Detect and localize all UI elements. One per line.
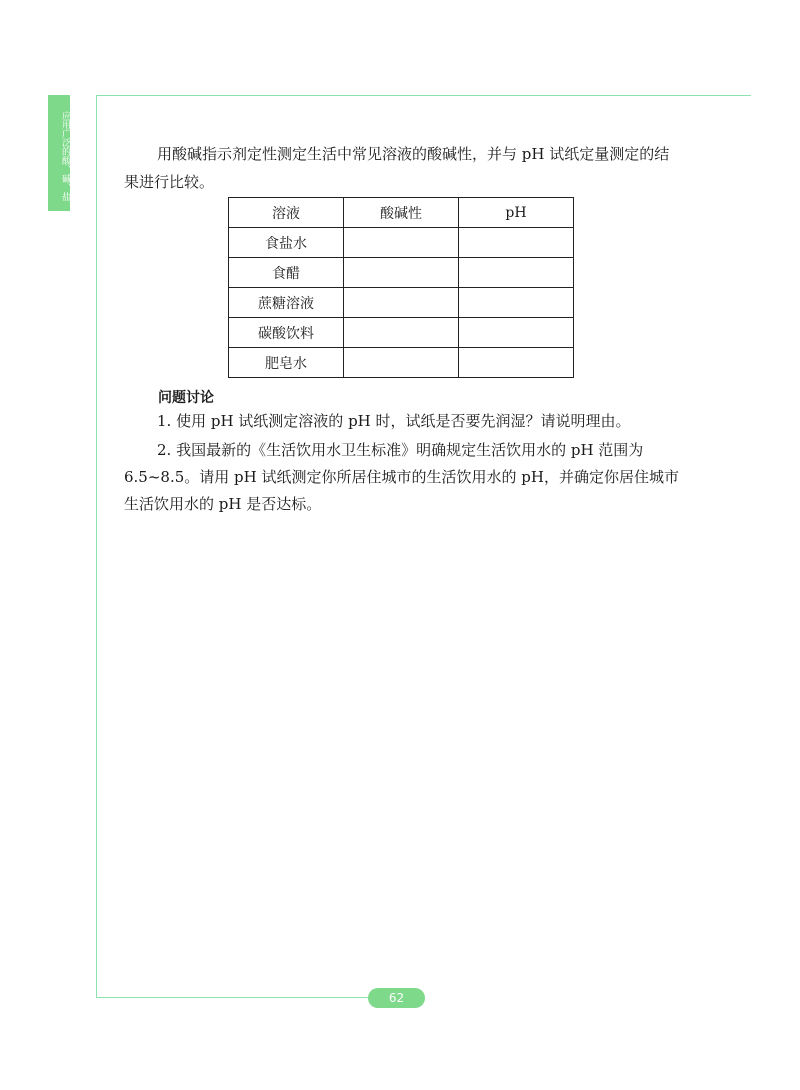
row-solution: 蔗糖溶液 xyxy=(229,288,344,318)
row-solution: 食醋 xyxy=(229,258,344,288)
observation-table xyxy=(228,197,574,378)
row-ph xyxy=(459,348,574,378)
table-row xyxy=(229,288,574,318)
table-header-row xyxy=(229,198,574,228)
header-solution: 溶液 xyxy=(229,198,344,228)
frame-bottom-line xyxy=(96,997,396,998)
row-solution: 肥皂水 xyxy=(229,348,344,378)
header-acidity: 酸碱性 xyxy=(344,198,459,228)
row-solution: 食盐水 xyxy=(229,228,344,258)
row-acidity xyxy=(344,258,459,288)
row-ph xyxy=(459,258,574,288)
row-ph xyxy=(459,318,574,348)
question-1: 1. 使用 pH 试纸测定溶液的 pH 时，试纸是否要先润湿？请说明理由。 xyxy=(157,412,631,430)
chapter-side-tab: 应用广泛的酸、碱、盐 xyxy=(48,95,70,211)
question-2: 2. 我国最新的《生活饮用水卫生标准》明确规定生活饮用水的 pH 范围为 6.5~8.5。请用 pH 试纸测定你所居住城市的生活饮用水的 pH，并确定你居住城市生活饮用水的 pH 是否达标。 xyxy=(124,441,679,513)
row-solution: 碳酸饮料 xyxy=(229,318,344,348)
row-acidity xyxy=(344,288,459,318)
header-ph: pH xyxy=(459,198,574,228)
table-row xyxy=(229,318,574,348)
page-number-badge: 62 xyxy=(368,988,425,1008)
intro-paragraph: 用酸碱指示剂定性测定生活中常见溶液的酸碱性，并与 pH 试纸定量测定的结果进行比较。 xyxy=(124,145,670,191)
table-row xyxy=(229,228,574,258)
discussion-heading: 问题讨论 xyxy=(158,390,214,406)
row-ph xyxy=(459,288,574,318)
table-row xyxy=(229,348,574,378)
row-ph xyxy=(459,228,574,258)
row-acidity xyxy=(344,228,459,258)
table-row xyxy=(229,258,574,288)
row-acidity xyxy=(344,318,459,348)
frame-top-line xyxy=(96,95,751,96)
frame-left-line xyxy=(96,95,97,998)
row-acidity xyxy=(344,348,459,378)
